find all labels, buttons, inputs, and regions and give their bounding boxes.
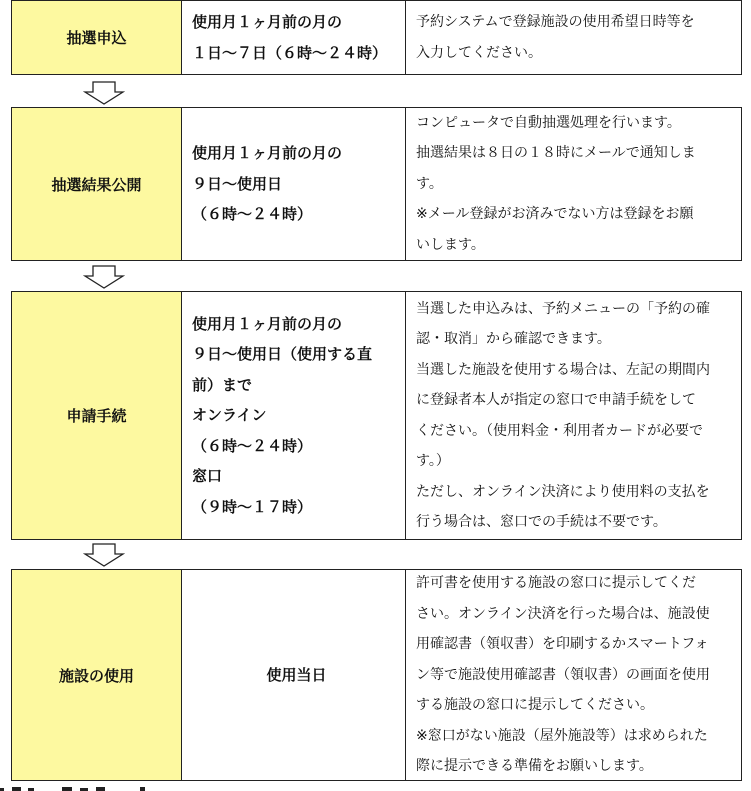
period-line: 前）まで — [192, 375, 253, 394]
step-title: 抽選結果公開 — [12, 108, 182, 260]
description-line: コンピュータで自動抽選処理を行います。 — [416, 114, 681, 131]
description-line: ※メール登録がお済みでない方は登録をお願 — [416, 206, 694, 223]
description-line: する施設の窓口に提示してください。 — [416, 697, 654, 714]
description-line: 当選した申込みは、予約メニューの「予約の確 — [416, 300, 710, 317]
step-period — [182, 570, 406, 780]
description-line: 行う場合は、窓口での手続は不要です。 — [416, 514, 667, 530]
step-description — [406, 570, 741, 780]
period-line: 使用月１ヶ月前の月の — [192, 314, 343, 333]
period-line: 使用月１ヶ月前の月の — [192, 13, 343, 31]
step-description — [406, 108, 741, 260]
description-line: 用確認書（領収書）を印刷するかスマートフォ — [416, 636, 709, 653]
description-line: す。 — [416, 175, 443, 192]
period-line: 使用当日 — [266, 665, 327, 684]
down-arrow-icon — [83, 543, 125, 567]
period-line: （６時〜２４時） — [192, 205, 313, 224]
period-line: 使用月１ヶ月前の月の — [192, 144, 343, 163]
description-line: ン等で施設使用確認書（領収書）の画面を使用 — [416, 666, 710, 683]
description-line: ただし、オンライン決済により使用料の支払を — [416, 483, 710, 500]
step-application — [11, 0, 742, 75]
step-description — [406, 1, 741, 74]
step-period — [182, 292, 406, 539]
period-line: ９日〜使用日 — [192, 174, 283, 193]
step-title: 申請手続 — [12, 292, 182, 539]
description-line: 当選した施設を使用する場合は、左記の期間内 — [416, 361, 710, 378]
period-line: 窓口 — [192, 467, 223, 486]
description-line: 際に提示できる準備をお願いします。 — [416, 758, 653, 775]
step-period — [182, 108, 406, 260]
period-line: １日〜７日（６時〜２４時） — [192, 43, 388, 62]
cut-off-text-fragment — [0, 780, 160, 791]
step-title: 施設の使用 — [12, 570, 182, 780]
period-line: ９日〜使用日（使用する直 — [192, 345, 373, 364]
down-arrow-icon — [83, 81, 125, 105]
description-line: に登録者本人が指定の窓口で申請手続をして — [416, 392, 696, 408]
step-facility-use — [11, 569, 742, 781]
description-line: 抽選結果は８日の１８時にメールで通知しま — [416, 145, 696, 162]
step-title: 抽選申込 — [12, 1, 182, 74]
period-line: オンライン — [192, 406, 267, 425]
down-arrow-icon — [83, 265, 125, 289]
description-line: さい。オンライン決済を行った場合は、施設使 — [416, 605, 710, 622]
description-line: ※窓口がない施設（屋外施設等）は求められた — [416, 727, 708, 744]
step-application-procedure — [11, 291, 742, 540]
step-period — [182, 1, 406, 74]
description-line: す。） — [416, 453, 450, 469]
description-line: ください。（使用料金・利用者カードが必要で — [416, 422, 703, 439]
description-line: 入力してください。 — [416, 44, 542, 61]
step-description — [406, 292, 741, 539]
description-line: 認・取消」から確認できます。 — [416, 331, 611, 347]
description-line: いします。 — [416, 236, 485, 253]
period-line: （９時〜１７時） — [192, 497, 313, 516]
step-lottery-results — [11, 107, 742, 261]
description-line: 許可書を使用する施設の窓口に提示してくだ — [416, 575, 696, 592]
period-line: （６時〜２４時） — [192, 436, 313, 455]
description-line: 予約システムで登録施設の使用希望日時等を — [416, 14, 695, 30]
